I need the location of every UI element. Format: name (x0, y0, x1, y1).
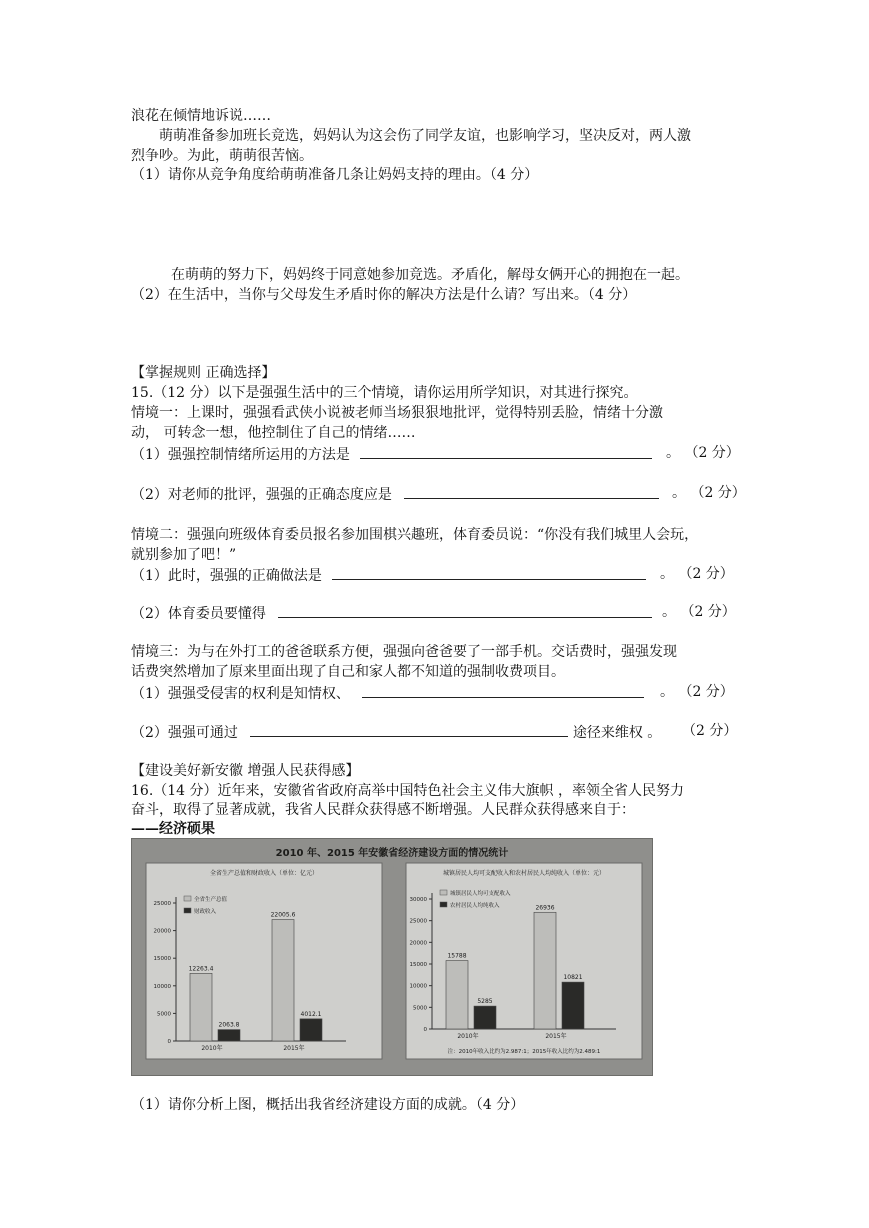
legend-label: 财政收入 (194, 909, 217, 915)
x-tick-label: 2010年 (201, 1045, 223, 1052)
y-tick-label: 25000 (153, 901, 171, 907)
statistics-figure (131, 838, 653, 1076)
answer-blank[interactable] (250, 722, 568, 737)
legend-swatch (184, 896, 191, 901)
question-line: 15.（12 分）以下是强强生活中的三个情境，请你运用所学知识，对其进行探究。 (131, 385, 638, 401)
fill-question (131, 565, 646, 585)
chart-subtitle: 全省生产总值和财政收入（单位：亿元） (209, 870, 319, 877)
statistics-chart (132, 839, 652, 1075)
text-line: 烈争吵。为此，萌萌很苦恼。 (131, 148, 313, 164)
section-heading: 【掌握规则 正确选择】 (131, 365, 276, 381)
bar (190, 973, 212, 1041)
bar (218, 1030, 240, 1041)
bar (272, 920, 294, 1041)
answer-blank[interactable] (362, 683, 644, 698)
fill-question (131, 683, 644, 703)
y-tick-label: 10000 (409, 983, 427, 990)
score-label: 。 （2 分） (660, 566, 734, 582)
chart-panel (146, 863, 382, 1059)
fill-question (131, 603, 652, 623)
text-line: 话费突然增加了原来里面出现了自己和家人都不知道的强制收费项目。 (131, 664, 565, 680)
bar (446, 961, 468, 1029)
text-line: 萌萌准备参加班长竞选，妈妈认为这会伤了同学友谊，也影响学习，坚决反对，两人激 (159, 128, 691, 144)
legend-label: 农村居民人均纯收入 (450, 903, 500, 909)
text-line: 情境二：强强向班级体育委员报名参加围棋兴趣班，体育委员说：“你没有我们城里人会玩， (131, 527, 699, 543)
question-line: （2）在生活中，当你与父母发生矛盾时你的解决方法是什么请？写出来。（4 分） (131, 287, 637, 303)
fill-question (131, 722, 661, 742)
score-label: 。 （2 分） (666, 445, 740, 461)
bar (534, 912, 556, 1029)
y-tick-label: 25000 (409, 918, 427, 925)
bar-value-label: 4012.1 (300, 1010, 322, 1018)
answer-blank[interactable] (360, 444, 652, 459)
answer-blank[interactable] (404, 484, 659, 499)
fill-question-label: （1）此时，强强的正确做法是 (131, 568, 322, 584)
y-tick-label: 20000 (409, 940, 427, 947)
legend-swatch (184, 908, 191, 913)
text-line: 动， 可转念一想，他控制住了自己的情绪…… (131, 425, 416, 441)
legend-label: 城镇居民人均可支配收入 (450, 891, 511, 897)
y-tick-label: 5000 (413, 1005, 427, 1012)
section-heading: 【建设美好新安徽 增强人民获得感】 (131, 763, 360, 779)
text-line: 奋斗，取得了显著成就，我省人民群众获得感不断增强。人民群众获得感来自于： (131, 802, 635, 818)
y-tick-label: 0 (167, 1039, 171, 1045)
fill-question (131, 484, 659, 504)
fill-question-label: （1）强强控制情绪所运用的方法是 (131, 447, 350, 463)
y-tick-label: 20000 (153, 928, 171, 935)
bar-value-label: 2063.8 (218, 1021, 240, 1029)
text-line: 情境一：上课时，强强看武侠小说被老师当场狠狠地批评，觉得特别丢脸，情绪十分激 (131, 405, 663, 421)
chart-main-title: 2010 年、2015 年安徽省经济建设方面的情况统计 (275, 848, 509, 859)
fill-question-label: （2）强强可通过 (131, 725, 238, 741)
y-tick-label: 10000 (153, 983, 171, 990)
fill-question-label: （2）体育委员要懂得 (131, 606, 266, 622)
text-line: 情境三：为与在外打工的爸爸联系方便，强强向爸爸要了一部手机。交话费时，强强发现 (131, 644, 677, 660)
bar-value-label: 22005.6 (270, 911, 296, 919)
score-label: 。 （2 分） (662, 604, 736, 620)
bar (474, 1006, 496, 1029)
fill-question (131, 444, 652, 464)
legend-swatch (440, 902, 447, 907)
score-label: （2 分） (682, 723, 738, 739)
x-tick-label: 2015年 (545, 1033, 567, 1040)
question-line: 16.（14 分）近年来，安徽省省政府高举中国特色社会主义伟大旗帜 ，率领全省人民努力 (131, 783, 684, 799)
fill-question-tail: 途径来维权 。 (572, 725, 662, 741)
question-line: （1）请你分析上图，概括出我省经济建设方面的成就。（4 分） (131, 1097, 525, 1113)
y-tick-label: 30000 (409, 897, 427, 903)
bar-value-label: 15788 (447, 952, 467, 960)
chart-note: 注：2010年收入比约为2.987:1；2015年收入比约为2.489:1 (447, 1049, 601, 1055)
bar (562, 982, 584, 1029)
text-line: 在萌萌的努力下，妈妈终于同意她参加竞选。矛盾化，解母女俩开心的拥抱在一起。 (171, 267, 689, 283)
score-label: 。 （2 分） (660, 684, 734, 700)
bar-value-label: 26936 (535, 904, 555, 912)
fill-question-label: （2）对老师的批评，强强的正确态度应是 (131, 487, 392, 503)
subheading: ——经济硕果 (131, 821, 215, 837)
text-line: 浪花在倾情地诉说…… (131, 108, 271, 124)
score-label: 。 （2 分） (672, 485, 746, 501)
y-tick-label: 15000 (409, 962, 427, 968)
x-tick-label: 2015年 (283, 1045, 305, 1052)
legend-label: 全省生产总值 (194, 897, 228, 903)
y-tick-label: 5000 (157, 1011, 171, 1018)
chart-subtitle: 城镇居民人均可支配收入和农村居民人均纯收入（单位：元） (442, 870, 606, 877)
text-line: 就别参加了吧！” (131, 547, 237, 563)
bar-value-label: 10821 (563, 974, 583, 982)
question-line: （1）请你从竞争角度给萌萌准备几条让妈妈支持的理由。（4 分） (131, 167, 539, 183)
bar (300, 1019, 322, 1041)
legend-swatch (440, 890, 447, 895)
answer-blank[interactable] (332, 565, 646, 580)
fill-question-label: （1）强强受侵害的权利是知情权、 (131, 686, 350, 702)
bar-value-label: 5285 (477, 998, 493, 1006)
y-tick-label: 15000 (153, 956, 171, 963)
bar-value-label: 12263.4 (188, 965, 214, 973)
answer-blank[interactable] (278, 603, 652, 618)
x-tick-label: 2010年 (457, 1033, 479, 1040)
y-tick-label: 0 (423, 1027, 427, 1033)
